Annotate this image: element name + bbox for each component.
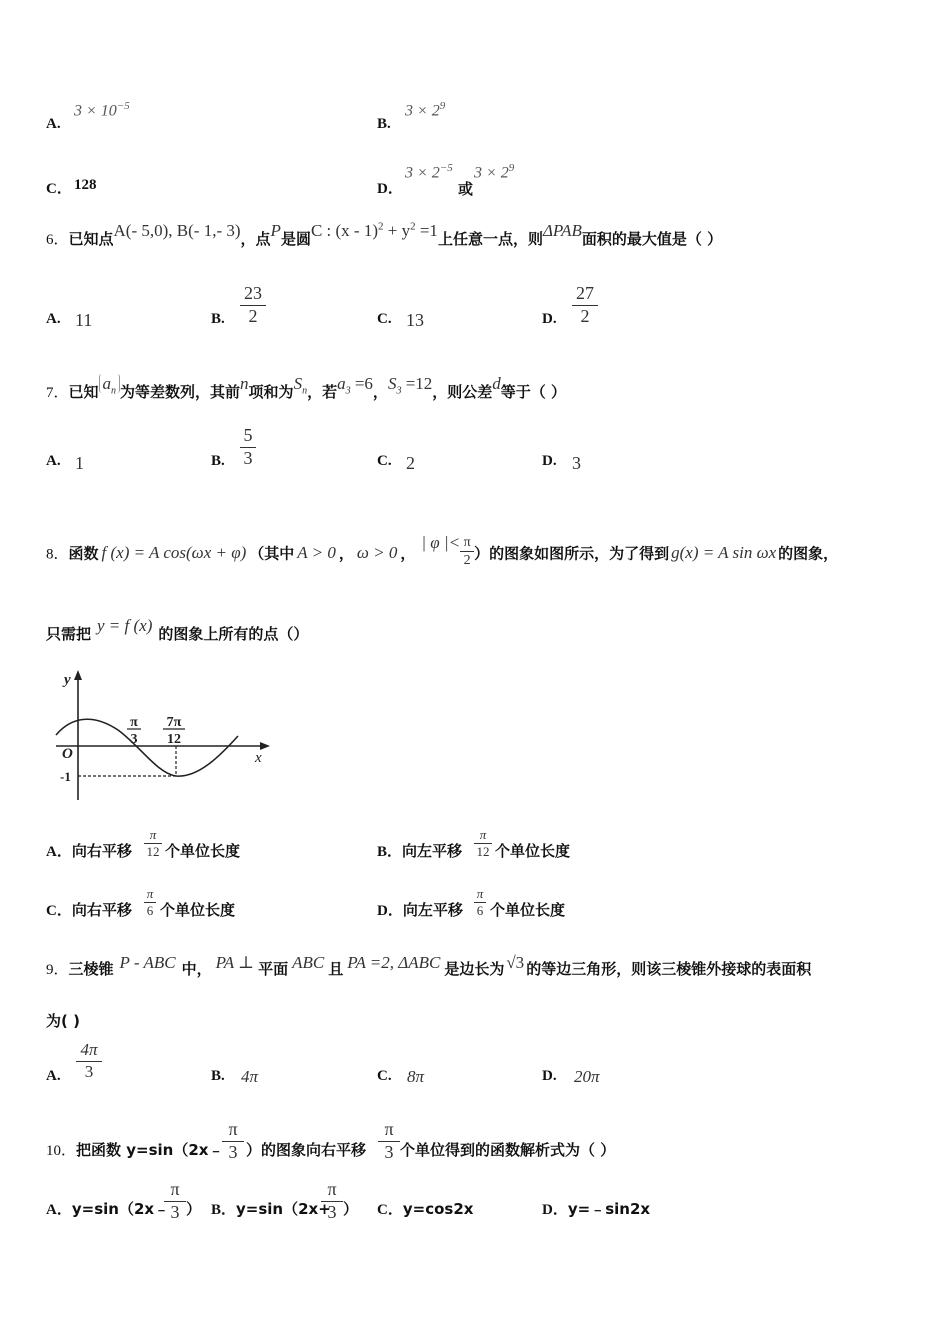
q7-option-b-fraction: 5 3: [240, 426, 256, 469]
q9-option-c-label: C.: [377, 1068, 392, 1084]
tick1-num: π: [130, 715, 138, 730]
q10-stem-fraction2: π 3: [378, 1120, 400, 1163]
q8-cosine-graph: [50, 668, 275, 803]
q10-stem-fraction1: π 3: [222, 1120, 244, 1163]
q5-option-d-label: D．: [377, 181, 403, 197]
q6-option-d-fraction: 27 2: [572, 284, 598, 327]
q10-option-d: D．y=﹣sin2x: [542, 1200, 651, 1218]
q8-option-a-post: 个单位长度: [165, 842, 241, 860]
q9-option-b-value: 4π: [241, 1067, 259, 1086]
q9-stem-line2: 为( ): [46, 1012, 80, 1030]
y-axis-label: y: [64, 672, 71, 688]
q8-stem-line1: 8．函数 f (x) = A cos(ωx + φ) （其中 A > 0 ， ω > 0 ，| φ |< $\frac{\pi}{2}$ ）的图象如图所示，为了得到 g(x) = A sin ωx 的图象，: [46, 533, 839, 569]
q7-option-a-value: 1: [75, 453, 84, 473]
q5-option-c-value: 128: [74, 177, 97, 193]
q10-option-c: C．y=cos2x: [377, 1200, 474, 1218]
q6-option-a-label: A.: [46, 311, 61, 327]
x-axis-arrow: [260, 742, 270, 750]
q9-option-a-label: A.: [46, 1068, 61, 1084]
q8-stem-line2: 只需把 y = f (x) 的图象上所有的点（）: [46, 616, 309, 643]
tick2-num: 7π: [166, 715, 182, 730]
q10-stem-end: 个单位得到的函数解析式为（ ）: [400, 1141, 616, 1159]
q8-option-c-post: 个单位长度: [160, 901, 236, 919]
q8-option-d: D．向左平移: [377, 901, 463, 919]
q10-stem-mid: ）的图象向右平移: [246, 1141, 367, 1159]
q7-option-b-label: B.: [211, 453, 225, 469]
q6-option-b-label: B.: [211, 311, 225, 327]
tick2-den: 12: [167, 732, 181, 747]
q6-option-a-value: 11: [75, 310, 93, 330]
q10-option-b-fraction: π 3: [321, 1180, 343, 1223]
q10-option-b: B．y=sin（2x+: [211, 1200, 331, 1218]
q9-option-d-value: 20π: [574, 1067, 600, 1086]
q10-option-a-post: ）: [186, 1200, 202, 1218]
q9-stem-line1: 9．三棱锥 P - ABC 中， PA ⊥ 平面 ABC 且 PA =2, ΔABC 是边长为 √3 的等边三角形，则该三棱锥外接球的表面积: [46, 953, 812, 978]
q9-option-a-fraction: 4π 3: [76, 1041, 102, 1081]
q10-option-a-fraction: π 3: [164, 1180, 186, 1223]
q5-option-a-label: A.: [46, 116, 61, 132]
q8-option-c: C．向右平移: [46, 901, 132, 919]
q7-option-d-value: 3: [572, 453, 581, 473]
q6-option-b-fraction: 23 2: [240, 284, 266, 327]
q5-option-d-value1: $3 \times 2^{-5}$: [405, 162, 453, 182]
q5-option-c-label: C．: [46, 181, 72, 197]
q8-option-b: B．向左平移: [377, 842, 463, 860]
y-axis-arrow: [74, 670, 82, 680]
q5-option-d-value2: $3 \times 2^9$: [474, 162, 515, 182]
q7-option-a-label: A.: [46, 453, 61, 469]
q9-option-b-label: B.: [211, 1068, 225, 1084]
q8-option-b-post: 个单位长度: [495, 842, 571, 860]
q7-stem: 7．已知 $a_n$ 为等差数列，其前n项和为$S_n$，若$a_3 =6$，$S_3 =12$，则公差d等于（ ）: [46, 374, 567, 401]
q8-option-b-fraction: π 12: [474, 828, 492, 860]
q9-option-c-value: 8π: [407, 1067, 425, 1086]
q5-option-b-value: $3 \times 2^9$: [405, 100, 446, 120]
x-axis-label: x: [255, 750, 262, 766]
q6-option-c-label: C.: [377, 311, 392, 327]
q9-option-d-label: D.: [542, 1068, 557, 1084]
origin-label: O: [62, 746, 73, 762]
q10-option-a: A．y=sin（2x﹣: [46, 1200, 170, 1218]
q6-option-d-label: D.: [542, 311, 557, 327]
q8-option-d-fraction: π 6: [474, 887, 486, 919]
neg-one-label: -1: [60, 769, 71, 784]
tick1-den: 3: [130, 732, 138, 747]
q7-option-c-label: C.: [377, 453, 392, 469]
q10-stem: 10．把函数 y=sin（2x﹣: [46, 1141, 224, 1159]
q8-option-a-fraction: π 12: [144, 828, 162, 860]
q8-option-c-fraction: π 6: [144, 887, 156, 919]
q7-option-d-label: D.: [542, 453, 557, 469]
q10-option-b-post: ）: [343, 1200, 359, 1218]
q5-option-a-value: $3 \times 10^{-5}$: [74, 100, 130, 120]
q8-option-d-post: 个单位长度: [490, 901, 566, 919]
q6-stem: 6．已知点A(- 5,0), B(- 1,- 3)，点P是圆C : $(x - 1)^2 + y^2 =1$上任意一点，则ΔPAB面积的最大值是（ ）: [46, 220, 723, 248]
q6-option-c-value: 13: [406, 310, 424, 330]
q5-option-d-joiner: 或: [458, 180, 474, 198]
q5-option-b-label: B.: [377, 116, 391, 132]
q7-option-c-value: 2: [406, 453, 415, 473]
q8-option-a: A．向右平移: [46, 842, 132, 860]
cosine-curve: [56, 719, 238, 776]
